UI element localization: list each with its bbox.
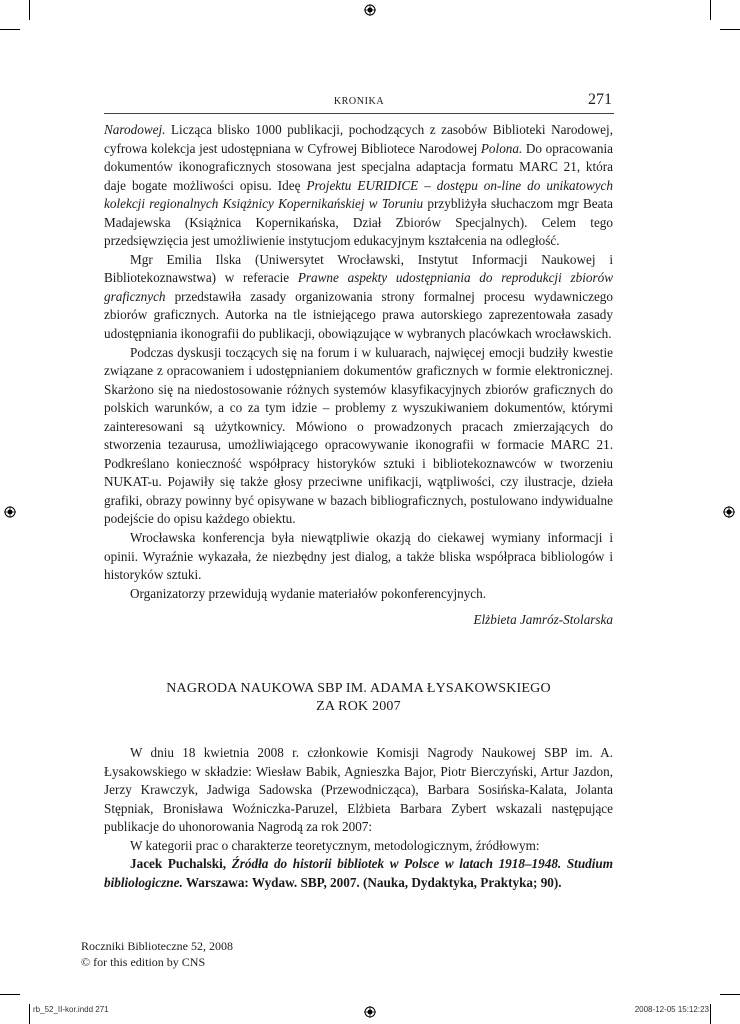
paragraph	[104, 837, 613, 856]
text-run: Do opracowania dokumentów ikonograficznych stosowana jest specjalna adaptacja formatu MARC 21, która daje bogate możliwości opisu. Ideę	[104, 140, 614, 193]
registration-mark-icon	[364, 4, 376, 16]
slug-file: rb_52_II-kor.indd 271	[33, 1005, 109, 1014]
crop-mark	[720, 994, 740, 995]
crop-mark	[0, 29, 20, 30]
page-number: 271	[588, 91, 612, 108]
crop-mark	[29, 0, 30, 20]
article-author: Elżbieta Jamróz-Stolarska	[473, 612, 613, 627]
crop-mark	[29, 1004, 30, 1024]
text-run: Licząca blisko 1000 publikacji, pochodzących z zasobów Biblioteki Narodowej, cyfrowa kolekcja jest udostępniana w Cyfrowej Bibliotece Narodowej	[104, 122, 613, 156]
text-run: Mgr Emilia Ilska (Uniwersytet Wrocławski, Instytut Informacji Naukowej i Bibliotekoznawstwa) w referacie	[104, 251, 613, 286]
text-run: Prawne aspekty udostępniania do reprodukcji zbiorów graficznych	[104, 270, 613, 304]
crop-mark	[710, 1004, 711, 1024]
section-title	[104, 680, 613, 716]
text-run: W dniu 18 kwietnia 2008 r. członkowie Komisji Nagrody Naukowej SBP im. A. Łysakowskiego w składzie: Wiesław Babik, Agnieszka Bajor, Piotr Bierczyński, Artur Jazdon, Jerzy Krawczyk, Jadwiga Sadowska (Przewodnicząca), Barbara Sosińska-Kalata, Jolanta Stępniak, Bronisława Woźniczka-Paruzel, Elżbieta Barbara Zybert wskazali następujące publikacje do uhonorowania Nagrodą za rok 2007:	[104, 745, 613, 835]
journal-citation: Roczniki Biblioteczne 52, 2008	[81, 939, 233, 953]
paragraph	[104, 744, 613, 837]
slug-timestamp: 2008-12-05 15:12:23	[634, 1005, 709, 1014]
text-run: Podczas dyskusji toczących się na forum i w kuluarach, najwięcej emocji budziły kwestie związane z opracowaniem i udostępnianiem dokumentów graficznych w formie elektronicznej. Skarżono się na niedostosowanie różnych systemów klasyfikacyjnych zbiorów graficznych do polskich warunków, a co za tym idzie – problemy z wyszukiwaniem dokumentów, którymi zainteresowani są użytkownicy. Mówiono o prowadzonych pracach zmierzających do stworzenia tezaurusa, umożliwiającego opracowywanie ikonografii w formacie MARC 21. Podkreślano konieczność współpracy historyków sztuki i bibliotekoznawców w tworzeniu NUKAT-u. Pojawiły się także głosy przeciwne unifikacji, wątpliwości, czy ilustracje, dzieła grafiki, obrazy powinny być opisywane w bazach bibliograficznych, postulowano indywidualne podejście do opisu każdego obiektu.	[104, 344, 613, 527]
paragraph	[104, 855, 613, 892]
text-run: Warszawa: Wydaw. SBP, 2007. (Nauka, Dydaktyka, Praktyka; 90).	[182, 874, 562, 890]
text-run: Organizatorzy przewidują wydanie materiałów pokonferencyjnych.	[130, 585, 487, 601]
text-run: Projektu EURIDICE – dostępu on-line do unikatowych kolekcji regionalnych Książnicy Kopernikańskiej w Toruniu	[104, 177, 613, 212]
registration-mark-icon	[4, 506, 16, 518]
registration-mark-icon	[364, 1006, 376, 1018]
section-title-line: NAGRODA NAUKOWA SBP IM. ADAMA ŁYSAKOWSKIEGO	[166, 681, 551, 696]
text-run: przybliżyła słuchaczom mgr Beata Madajewska (Książnica Kopernikańska, Dział Zbiorów Specjalnych). Celem tego przedsięwzięcia jest umożliwienie instytucjom edukacyjnym kształcenia na odległość.	[104, 196, 613, 249]
text-run: W kategorii prac o charakterze teoretycznym, metodologicznym, źródłowym:	[130, 837, 540, 853]
running-title: KRONIKA	[333, 96, 385, 107]
text-run: Wrocławska konferencja była niewątpliwie okazją do ciekawej wymiany informacji i opinii. Wyraźnie wykazała, że niezbędny jest dialog, a także bliska współpraca bibliologów i historyków sztuki.	[104, 530, 613, 583]
article-body	[104, 121, 613, 603]
text-run: Narodowej.	[104, 122, 166, 137]
section-body	[104, 744, 613, 892]
text-run: Polona.	[480, 140, 523, 156]
text-run: Źródła do historii bibliotek w Polsce w latach 1918–1948. Studium bibliologiczne.	[104, 856, 613, 890]
crop-mark	[720, 29, 740, 30]
footer	[81, 938, 381, 970]
registration-mark-icon	[723, 506, 735, 518]
text-run: Jacek Puchalski,	[130, 856, 232, 872]
paragraph	[104, 121, 613, 251]
copyright-notice: © for this edition by CNS	[81, 955, 206, 969]
crop-mark	[710, 0, 711, 20]
running-head	[104, 93, 614, 114]
paragraph	[104, 585, 613, 604]
crop-mark	[0, 994, 20, 995]
paragraph	[104, 529, 613, 585]
paragraph	[104, 344, 613, 529]
text-run: przedstawiła zasady organizowania strony formalnej procesu wydawniczego zbiorów graficznych. Autorka na tle istniejącego prawa autorskiego zaprezentowała zasady udostępniania ikonografii do publikacji, obowiązujące w wybranych placówkach wrocławskich.	[104, 288, 613, 342]
section-title-line: ZA ROK 2007	[316, 699, 401, 714]
paragraph	[104, 251, 613, 344]
